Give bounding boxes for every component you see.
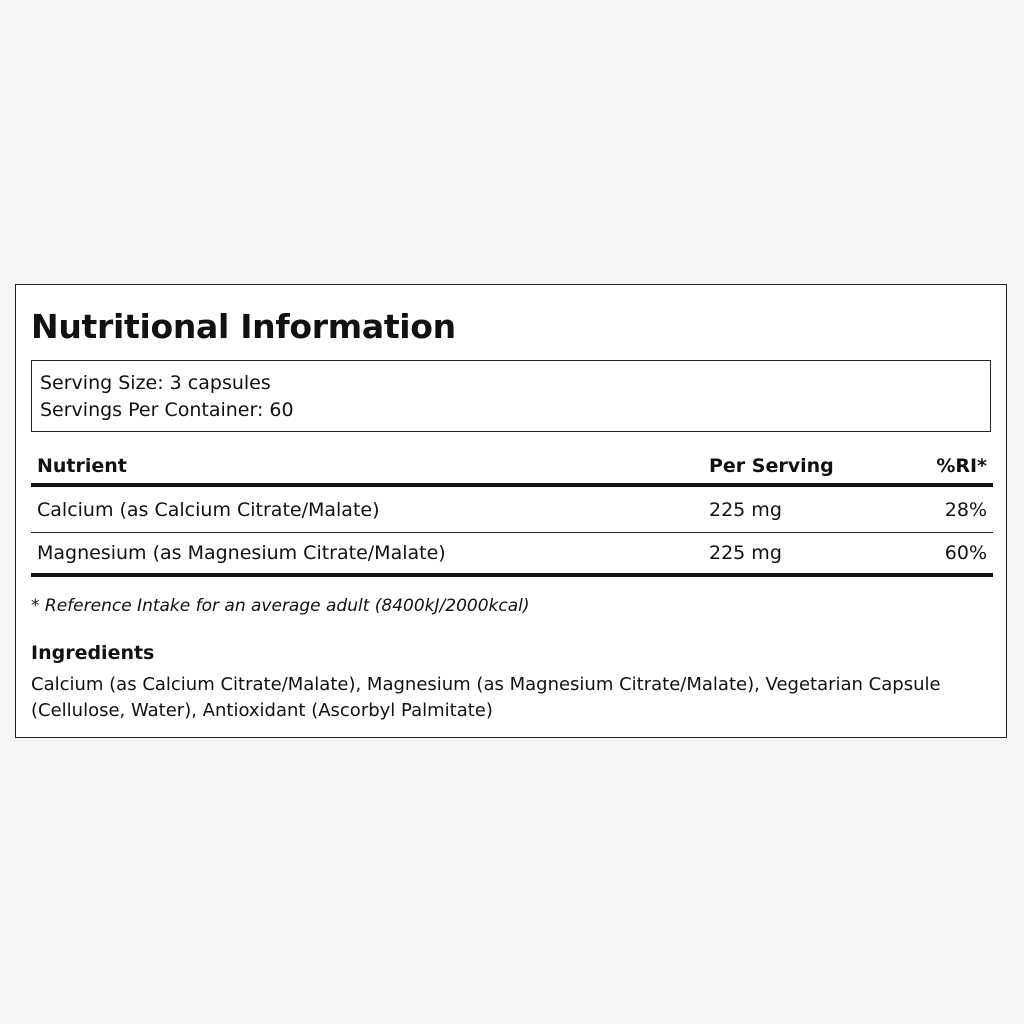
nutrient-name: Magnesium (as Magnesium Citrate/Malate)	[31, 533, 703, 576]
panel-title: Nutritional Information	[31, 307, 456, 346]
reference-intake-footnote: * Reference Intake for an average adult (8400kJ/2000kcal)	[31, 596, 530, 616]
ingredients-list: Calcium (as Calcium Citrate/Malate), Magnesium (as Magnesium Citrate/Malate), Vegetarian Capsule (Cellulose, Water), Antioxidant (Ascorbyl Palmitate)	[31, 674, 941, 721]
nutrient-ri: 60%	[905, 533, 993, 576]
header-nutrient: Nutrient	[31, 449, 703, 485]
table-header-row	[31, 449, 993, 485]
nutrient-table	[31, 449, 993, 577]
serving-size: Serving Size: 3 capsules	[40, 372, 271, 394]
servings-per-container: Servings Per Container: 60	[40, 399, 294, 421]
nutrient-name: Calcium (as Calcium Citrate/Malate)	[31, 485, 703, 533]
table-row	[31, 485, 993, 533]
serving-info-box	[31, 360, 991, 432]
nutrition-panel	[15, 284, 1007, 738]
header-ri: %RI*	[905, 449, 993, 485]
nutrient-ri: 28%	[905, 485, 993, 533]
ingredients-heading: Ingredients	[31, 642, 155, 664]
header-per-serving: Per Serving	[703, 449, 905, 485]
nutrient-amount: 225 mg	[703, 533, 905, 576]
table-row	[31, 533, 993, 576]
nutrient-amount: 225 mg	[703, 485, 905, 533]
